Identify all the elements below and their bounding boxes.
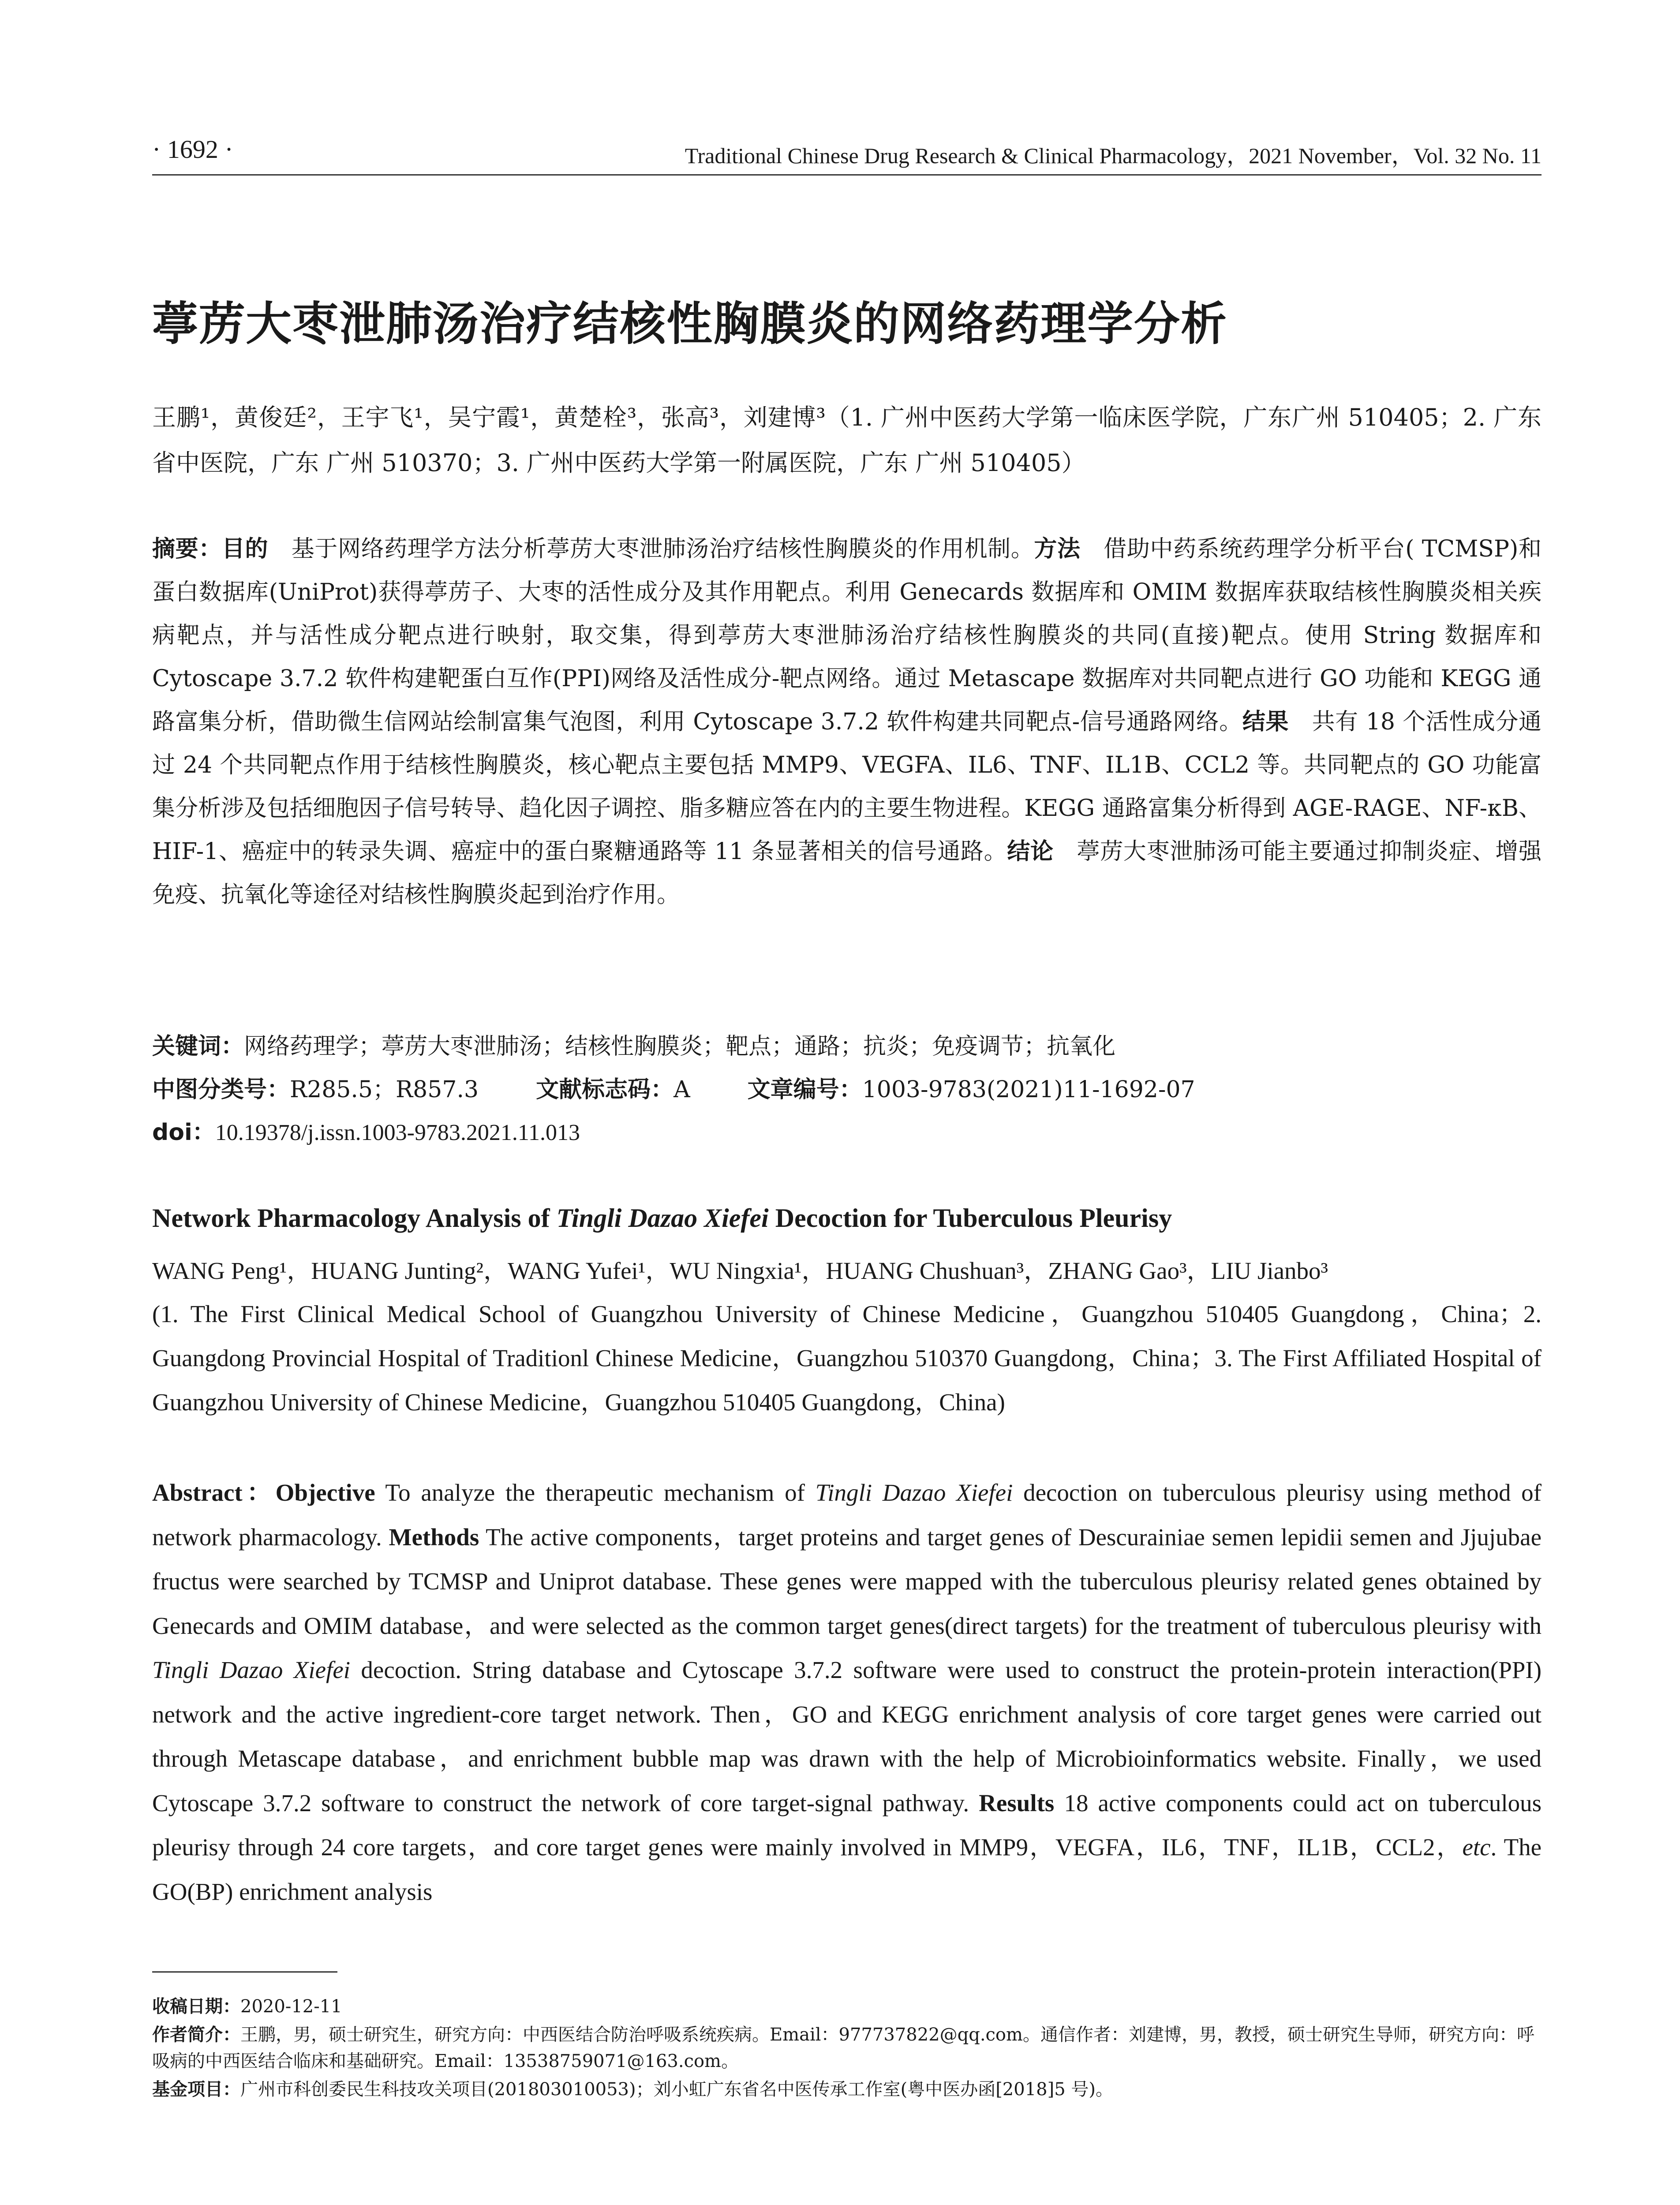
article-no-label: 文章编号：	[747, 1076, 862, 1103]
doi-line	[152, 1114, 1542, 1147]
page-number: · 1692 ·	[152, 135, 233, 164]
conclusion-text: 葶苈大枣泄肺汤可能主要通过抑制炎症、增强免疫、抗氧化等途径对结核性胸膜炎起到治疗作用。	[152, 838, 1542, 908]
keywords-line	[152, 1028, 1542, 1061]
english-abstract	[152, 1471, 1542, 1914]
clc-label: 中图分类号：	[152, 1076, 290, 1103]
results-label: 结果	[1242, 709, 1289, 735]
objective-text: 基于网络药理学方法分析葶苈大枣泄肺汤治疗结核性胸膜炎的作用机制。	[291, 536, 1034, 562]
en-objective-post: decoction on tuberculous pleurisy using method of network pharmacology.	[152, 1479, 1542, 1551]
author-bio	[152, 2022, 1542, 2074]
conclusion-label: 结论	[1007, 838, 1054, 865]
keywords-label: 关键词：	[152, 1033, 244, 1060]
en-objective-label: Objective	[275, 1479, 375, 1506]
abstract-label: 摘要：	[152, 536, 222, 562]
methods-label: 方法	[1034, 536, 1081, 562]
author-bio-label: 作者简介：	[152, 2025, 240, 2045]
classification-line	[152, 1071, 1542, 1104]
english-title-pre: Network Pharmacology Analysis of	[152, 1203, 557, 1233]
fund-label: 基金项目：	[152, 2079, 240, 2100]
en-methods-pre: The active components，target proteins and target genes of Descurainiae semen lepidii semen and Jjujubae fructus were searched by TCMSP and Uniprot database. These genes were mapped with the tuberculous pleurisy related genes obtained by Genecards and OMIM database，and were selected as the common target genes(direct targets) for the treatment of tuberculous pleurisy with	[152, 1523, 1542, 1639]
doc-code-label: 文献标志码：	[536, 1076, 674, 1103]
english-title-post: Decoction for Tuberculous Pleurisy	[768, 1203, 1172, 1233]
english-title-italic: Tingli Dazao Xiefei	[556, 1203, 769, 1233]
fund-text: 广州市科创委民生科技攻关项目(201803010053)；刘小虹广东省名中医传承工作室(粤中医办函[2018]5 号)。	[240, 2079, 1113, 2100]
fund-info	[152, 2076, 1542, 2103]
received-value: 2020-12-11	[240, 1996, 342, 2017]
doi-label: doi：	[152, 1119, 215, 1146]
objective-label: 目的	[221, 536, 269, 562]
clc-value: R285.5；R857.3	[290, 1076, 479, 1103]
english-affiliations: (1. The First Clinical Medical School of Guangzhou University of Chinese Medicine，Guangzhou 510405 Guangdong，China；2. Guangdong Provincial Hospital of Traditionl Chinese Medicine，Guangzhou 510370 Guangdong，China；3. The First Affiliated Hospital of Guangzhou University of Chinese Medicine，Guangzhou 510405 Guangdong，China)	[152, 1301, 1542, 1416]
article-no-value: 1003-9783(2021)11-1692-07	[862, 1076, 1195, 1103]
en-results-italic: etc	[1462, 1834, 1491, 1861]
journal-citation: Traditional Chinese Drug Research & Clinical Pharmacology，2021 November，Vol. 32 No. 11	[685, 143, 1542, 168]
author-bio-text: 王鹏，男，硕士研究生，研究方向：中西医结合防治呼吸系统疾病。Email：977737822@qq.com。通信作者：刘建博，男，教授，硕士研究生导师，研究方向：呼吸病的中西医结合临床和基础研究。Email：13538759071@163.com。	[152, 2025, 1534, 2071]
english-authors: WANG Peng¹，HUANG Junting²，WANG Yufei¹，WU Ningxia¹，HUANG Chushuan³，ZHANG Gao³，LIU Jianbo³	[152, 1257, 1328, 1284]
doi-value: 10.19378/j.issn.1003-9783.2021.11.013	[215, 1120, 580, 1145]
en-objective-pre: To analyze the therapeutic mechanism of	[385, 1479, 816, 1506]
en-methods-label: Methods	[389, 1523, 479, 1551]
chinese-abstract	[152, 527, 1542, 916]
footnotes	[152, 1993, 1542, 2104]
chinese-authors-affiliations: 王鹏¹，黄俊廷²，王宇飞¹，吴宁霞¹，黄楚栓³，张高³，刘建博³（1. 广州中医药大学第一临床医学院，广东广州 510405；2. 广东省中医院，广东 广州 510370；3. 广州中医药大学第一附属医院，广东 广州 510405）	[152, 404, 1542, 477]
en-methods-post: decoction. String database and Cytoscape 3.7.2 software were used to construct the protein-protein interaction(PPI) network and the active ingredient-core target network. Then，GO and KEGG enrichment analysis of core target genes were carried out through Metascape database，and enrichment bubble map was drawn with the help of Microbioinformatics website. Finally，we used Cytoscape 3.7.2 software to construct the network of core target-signal pathway.	[152, 1656, 1542, 1816]
results-text: 共有 18 个活性成分通过 24 个共同靶点作用于结核性胸膜炎，核心靶点主要包括 MMP9、VEGFA、IL6、TNF、IL1B、CCL2 等。共同靶点的 GO 功能富集分析涉及包括细胞因子信号转导、趋化因子调控、脂多糖应答在内的主要生物进程。KEGG 通路富集分析得到 AGE-RAGE、NF-κB、HIF-1、癌症中的转录失调、癌症中的蛋白聚糖通路等 11 条显著相关的信号通路。	[152, 709, 1542, 865]
en-results-post: . The GO(BP) enrichment analysis	[152, 1834, 1542, 1905]
received-date	[152, 1993, 1542, 2020]
footnote-divider	[152, 1971, 337, 1973]
en-abstract-label: Abstract：	[152, 1479, 276, 1506]
keywords-text: 网络药理学；葶苈大枣泄肺汤；结核性胸膜炎；靶点；通路；抗炎；免疫调节；抗氧化	[244, 1033, 1116, 1060]
en-methods-italic: Tingli Dazao Xiefei	[152, 1656, 351, 1683]
chinese-title: 葶苈大枣泄肺汤治疗结核性胸膜炎的网络药理学分析	[152, 297, 1228, 351]
running-header	[152, 135, 1542, 176]
en-results-label: Results	[979, 1789, 1055, 1816]
doc-code-value: A	[673, 1076, 690, 1103]
english-title	[152, 1203, 1542, 1233]
en-objective-italic: Tingli Dazao Xiefei	[815, 1479, 1013, 1506]
received-label: 收稿日期：	[152, 1996, 240, 2017]
methods-text: 借助中药系统药理学分析平台( TCMSP)和蛋白数据库(UniProt)获得葶苈子、大枣的活性成分及其作用靶点。利用 Genecards 数据库和 OMIM 数据库获取结核性胸膜炎相关疾病靶点，并与活性成分靶点进行映射，取交集，得到葶苈大枣泄肺汤治疗结核性胸膜炎的共同(直接)靶点。使用 String 数据库和 Cytoscape 3.7.2 软件构建靶蛋白互作(PPI)网络及活性成分-靶点网络。通过 Metascape 数据库对共同靶点进行 GO 功能和 KEGG 通路富集分析，借助微生信网站绘制富集气泡图，利用 Cytoscape 3.7.2 软件构建共同靶点-信号通路网络。	[152, 536, 1542, 735]
en-results-pre: 18 active components could act on tuberculous pleurisy through 24 core targets，and core target genes were mainly involved in MMP9，VEGFA，IL6，TNF，IL1B，CCL2，	[152, 1789, 1542, 1861]
